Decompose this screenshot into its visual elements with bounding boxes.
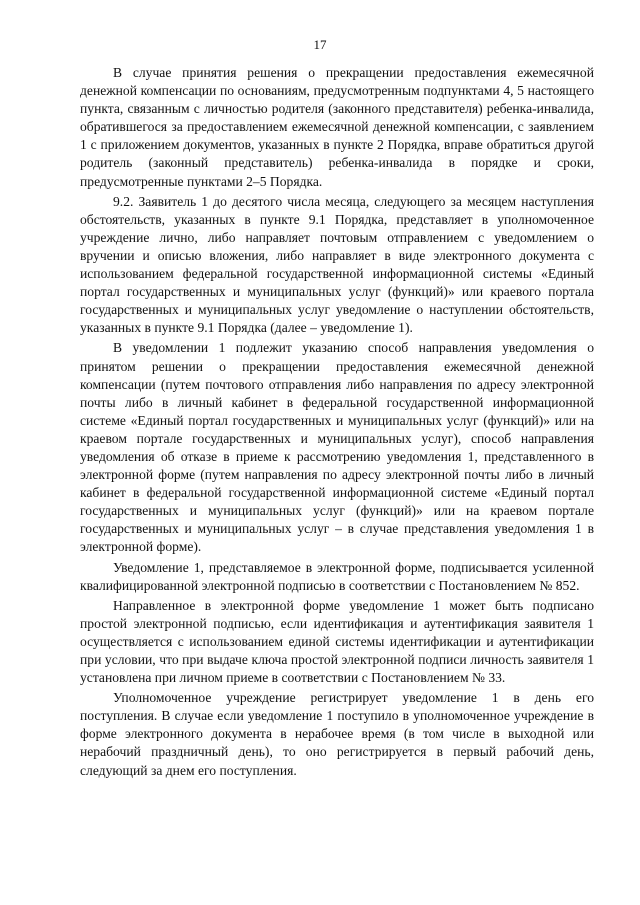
paragraph-registration: Уполномоченное учреждение регистрирует уведомление 1 в день его поступления. В случае если уведомление 1 поступило в уполномоченное учреждение в форме электронного документа в нерабочее время (в том числе в выходной или нерабочий праздничный день), то оно регистрируется в первый рабочий день, следующий за днем его поступления. (80, 690, 594, 778)
document-body (80, 64, 594, 780)
paragraph-9-2-notification: 9.2. Заявитель 1 до десятого числа месяца, следующего за месяцем наступления обстоятельств, указанных в пункте 9.1 Порядка, представляет в уполномоченное учреждение лично, либо направляет почтовым отправлением с уведомлением о вручении и описью вложения, либо направляет в виде электронного документа с использованием федеральной государственной информационной системы «Единый портал государственных и муниципальных услуг (функций)» или краевого портала государственных и муниципальных услуг уведомление о наступлении обстоятельств, указанных в пункте 9.1 Порядка (далее – уведомление 1). (80, 193, 594, 336)
paragraph-simple-signature: Направленное в электронной форме уведомление 1 может быть подписано простой электронной подписью, если идентификация и аутентификация заявителя 1 осуществляется с использованием единой системы идентификации и аутентификации при условии, что при выдаче ключа простой электронной подписи личность заявителя 1 установлена при личном приеме в соответствии с Постановлением № 33. (80, 597, 594, 686)
paragraph-notification-delivery-method: В уведомлении 1 подлежит указанию способ направления уведомления о принятом решении о прекращении предоставления ежемесячной денежной компенсации (путем почтового отправления либо направления по адресу электронной почты либо в личный кабинет в федеральной государственной информационной системе «Единый портал государственных и муниципальных услуг (функций)» или на краевом портале государственных и муниципальных услуг), способ направления уведомления об отказе в приеме к рассмотрению уведомления 1, представленного в электронной форме (путем направления по адресу электронной почты либо в личный кабинет в федеральной государственной информационной системе «Единый портал государственных и муниципальных услуг (функций)» или на краевом портале государственных и муниципальных услуг – в случае представления уведомления 1 в электронной форме). (80, 340, 594, 555)
paragraph-termination-other-parent: В случае принятия решения о прекращении предоставления ежемесячной денежной компенсации по основаниям, предусмотренным подпунктами 4, 5 настоящего пункта, связанным с личностью родителя (законного представителя) ребенка-инвалида, обратившегося за предоставлением ежемесячной денежной компенсации, с заявлением 1 с приложением документов, указанных в пункте 2 Порядка, вправе обратиться другой родитель (законный представитель) ребенка-инвалида в порядке и сроки, предусмотренные пунктами 2–5 Порядка. (80, 65, 594, 189)
page-number: 17 (313, 37, 327, 52)
paragraph-qualified-signature: Уведомление 1, представляемое в электронной форме, подписывается усиленной квалифицированной электронной подписью в соответствии с Постановлением № 852. (80, 559, 594, 593)
